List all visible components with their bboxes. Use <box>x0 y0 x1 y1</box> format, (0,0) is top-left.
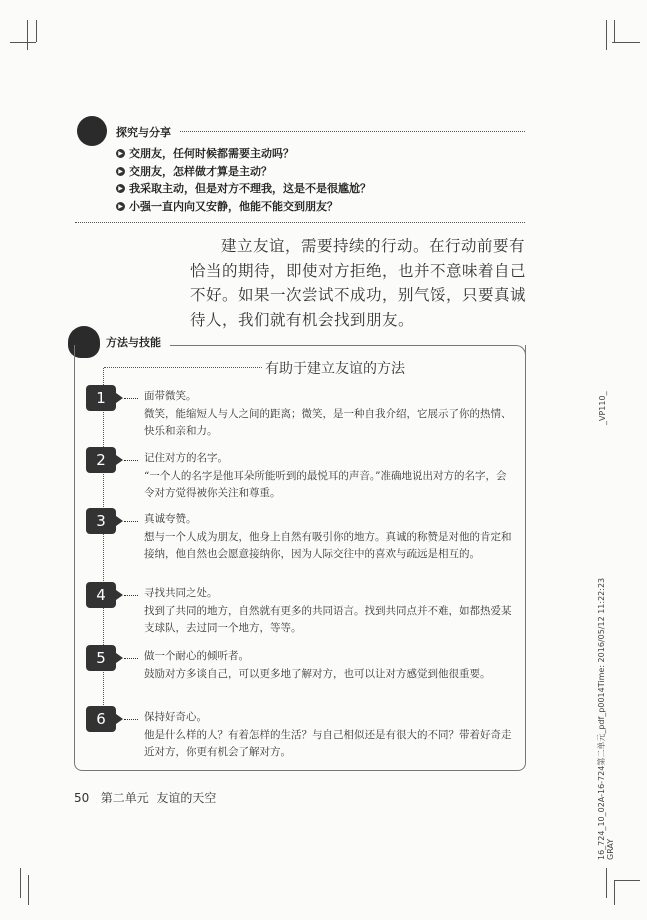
print-gray: GRAY <box>606 838 615 860</box>
crop-mark <box>20 868 21 898</box>
connector <box>124 521 138 522</box>
method-body: 微笑，能缩短人与人之间的距离；微笑，是一种自我介绍，它展示了你的热情、快乐和亲和力。 <box>144 407 512 437</box>
crop-mark <box>36 20 37 42</box>
arrow-bullet-icon: ▶ <box>116 184 125 193</box>
method-item <box>144 450 516 503</box>
page-footer <box>74 789 216 806</box>
box-title-line <box>104 367 262 368</box>
crop-mark <box>27 20 28 50</box>
connector <box>124 595 138 596</box>
step-number-badge: 5 <box>86 645 116 671</box>
methods-title: 方法与技能 <box>106 336 161 349</box>
crop-mark <box>606 868 607 898</box>
connector <box>124 398 138 399</box>
question-item <box>116 163 272 179</box>
method-item <box>144 709 516 762</box>
question-text: 交朋友，任何时候都需要主动吗？ <box>129 147 294 160</box>
method-heading: 保持好奇心。 <box>144 711 207 723</box>
method-item <box>144 511 516 564</box>
method-item <box>144 388 516 441</box>
method-body: 找到了共同的地方，自然就有更多的共同语言。找到共同点并不难，如都热爱某支球队，去过同一个地方，等等。 <box>144 604 512 634</box>
question-text: 我采取主动，但是对方不理我，这是不是很尴尬？ <box>129 182 371 195</box>
box-title: 有助于建立友谊的方法 <box>265 361 405 377</box>
method-body: “一个人的名字是他耳朵所能听到的最悦耳的声音。”准确地说出对方的名字，会令对方觉得被你关注和尊重。 <box>144 469 507 499</box>
question-text: 交朋友，怎样做才算是主动？ <box>129 165 272 178</box>
unit-label: 第二单元 <box>100 791 149 805</box>
body-paragraph: 建立友谊，需要持续的行动。在行动前要有恰当的期待，即使对方拒绝，也并不意味着自己不好。如果一次尝试不成功，别气馁，只要真诚待人，我们就有机会找到朋友。 <box>190 237 527 329</box>
method-body: 鼓励对方多谈自己，可以更多地了解对方，也可以让对方感觉到他很重要。 <box>144 667 491 680</box>
question-item <box>116 180 371 196</box>
step-number-badge: 2 <box>86 447 116 473</box>
page-number: 50 <box>74 791 90 805</box>
question-item <box>116 145 294 161</box>
step-number-badge: 1 <box>86 385 116 411</box>
method-heading: 面带微笑。 <box>144 390 197 402</box>
step-number-badge: 4 <box>86 582 116 608</box>
crop-mark <box>606 20 607 50</box>
connector <box>124 719 138 720</box>
divider <box>180 131 525 132</box>
divider <box>75 222 525 223</box>
arrow-bullet-icon: ▶ <box>116 149 125 158</box>
unit-title: 友谊的天空 <box>156 791 217 805</box>
arrow-bullet-icon: ▶ <box>116 202 125 211</box>
method-heading: 做一个耐心的倾听者。 <box>144 650 249 662</box>
crop-mark <box>614 880 640 881</box>
print-code: _VP110_ <box>598 391 607 425</box>
step-number-badge: 6 <box>86 706 116 732</box>
connector <box>124 460 138 461</box>
step-number-badge: 3 <box>86 508 116 534</box>
question-text: 小强一直内向又安静，他能不能交到朋友？ <box>129 200 338 213</box>
method-heading: 真诚夸赞。 <box>144 513 197 525</box>
crop-mark <box>614 880 615 905</box>
method-heading: 寻找共同之处。 <box>144 587 218 599</box>
print-file-info: 16_724_10_02A-16-724第二单元_pdf_p0014Time: 2016/05/12 11:22:23 <box>597 577 606 860</box>
connector <box>124 658 138 659</box>
question-item <box>116 198 338 214</box>
crop-mark <box>10 42 36 43</box>
crop-mark <box>614 20 615 42</box>
method-body: 他是什么样的人？有着怎样的生活？与自己相似还是有很大的不同？带着好奇走近对方，你更有机会了解对方。 <box>144 728 512 758</box>
method-body: 想与一个人成为朋友，他身上自然有吸引你的地方。真诚的称赞是对他的肯定和接纳，他自然也会愿意接纳你，因为人际交往中的喜欢与疏远是相互的。 <box>144 530 512 560</box>
method-item <box>144 648 516 683</box>
crop-mark <box>28 875 29 905</box>
arrow-bullet-icon: ▶ <box>116 167 125 176</box>
method-heading: 记住对方的名字。 <box>144 452 228 464</box>
method-item <box>144 585 516 638</box>
explore-title: 探究与分享 <box>116 126 171 139</box>
explore-icon <box>77 116 107 146</box>
crop-mark <box>612 42 640 43</box>
